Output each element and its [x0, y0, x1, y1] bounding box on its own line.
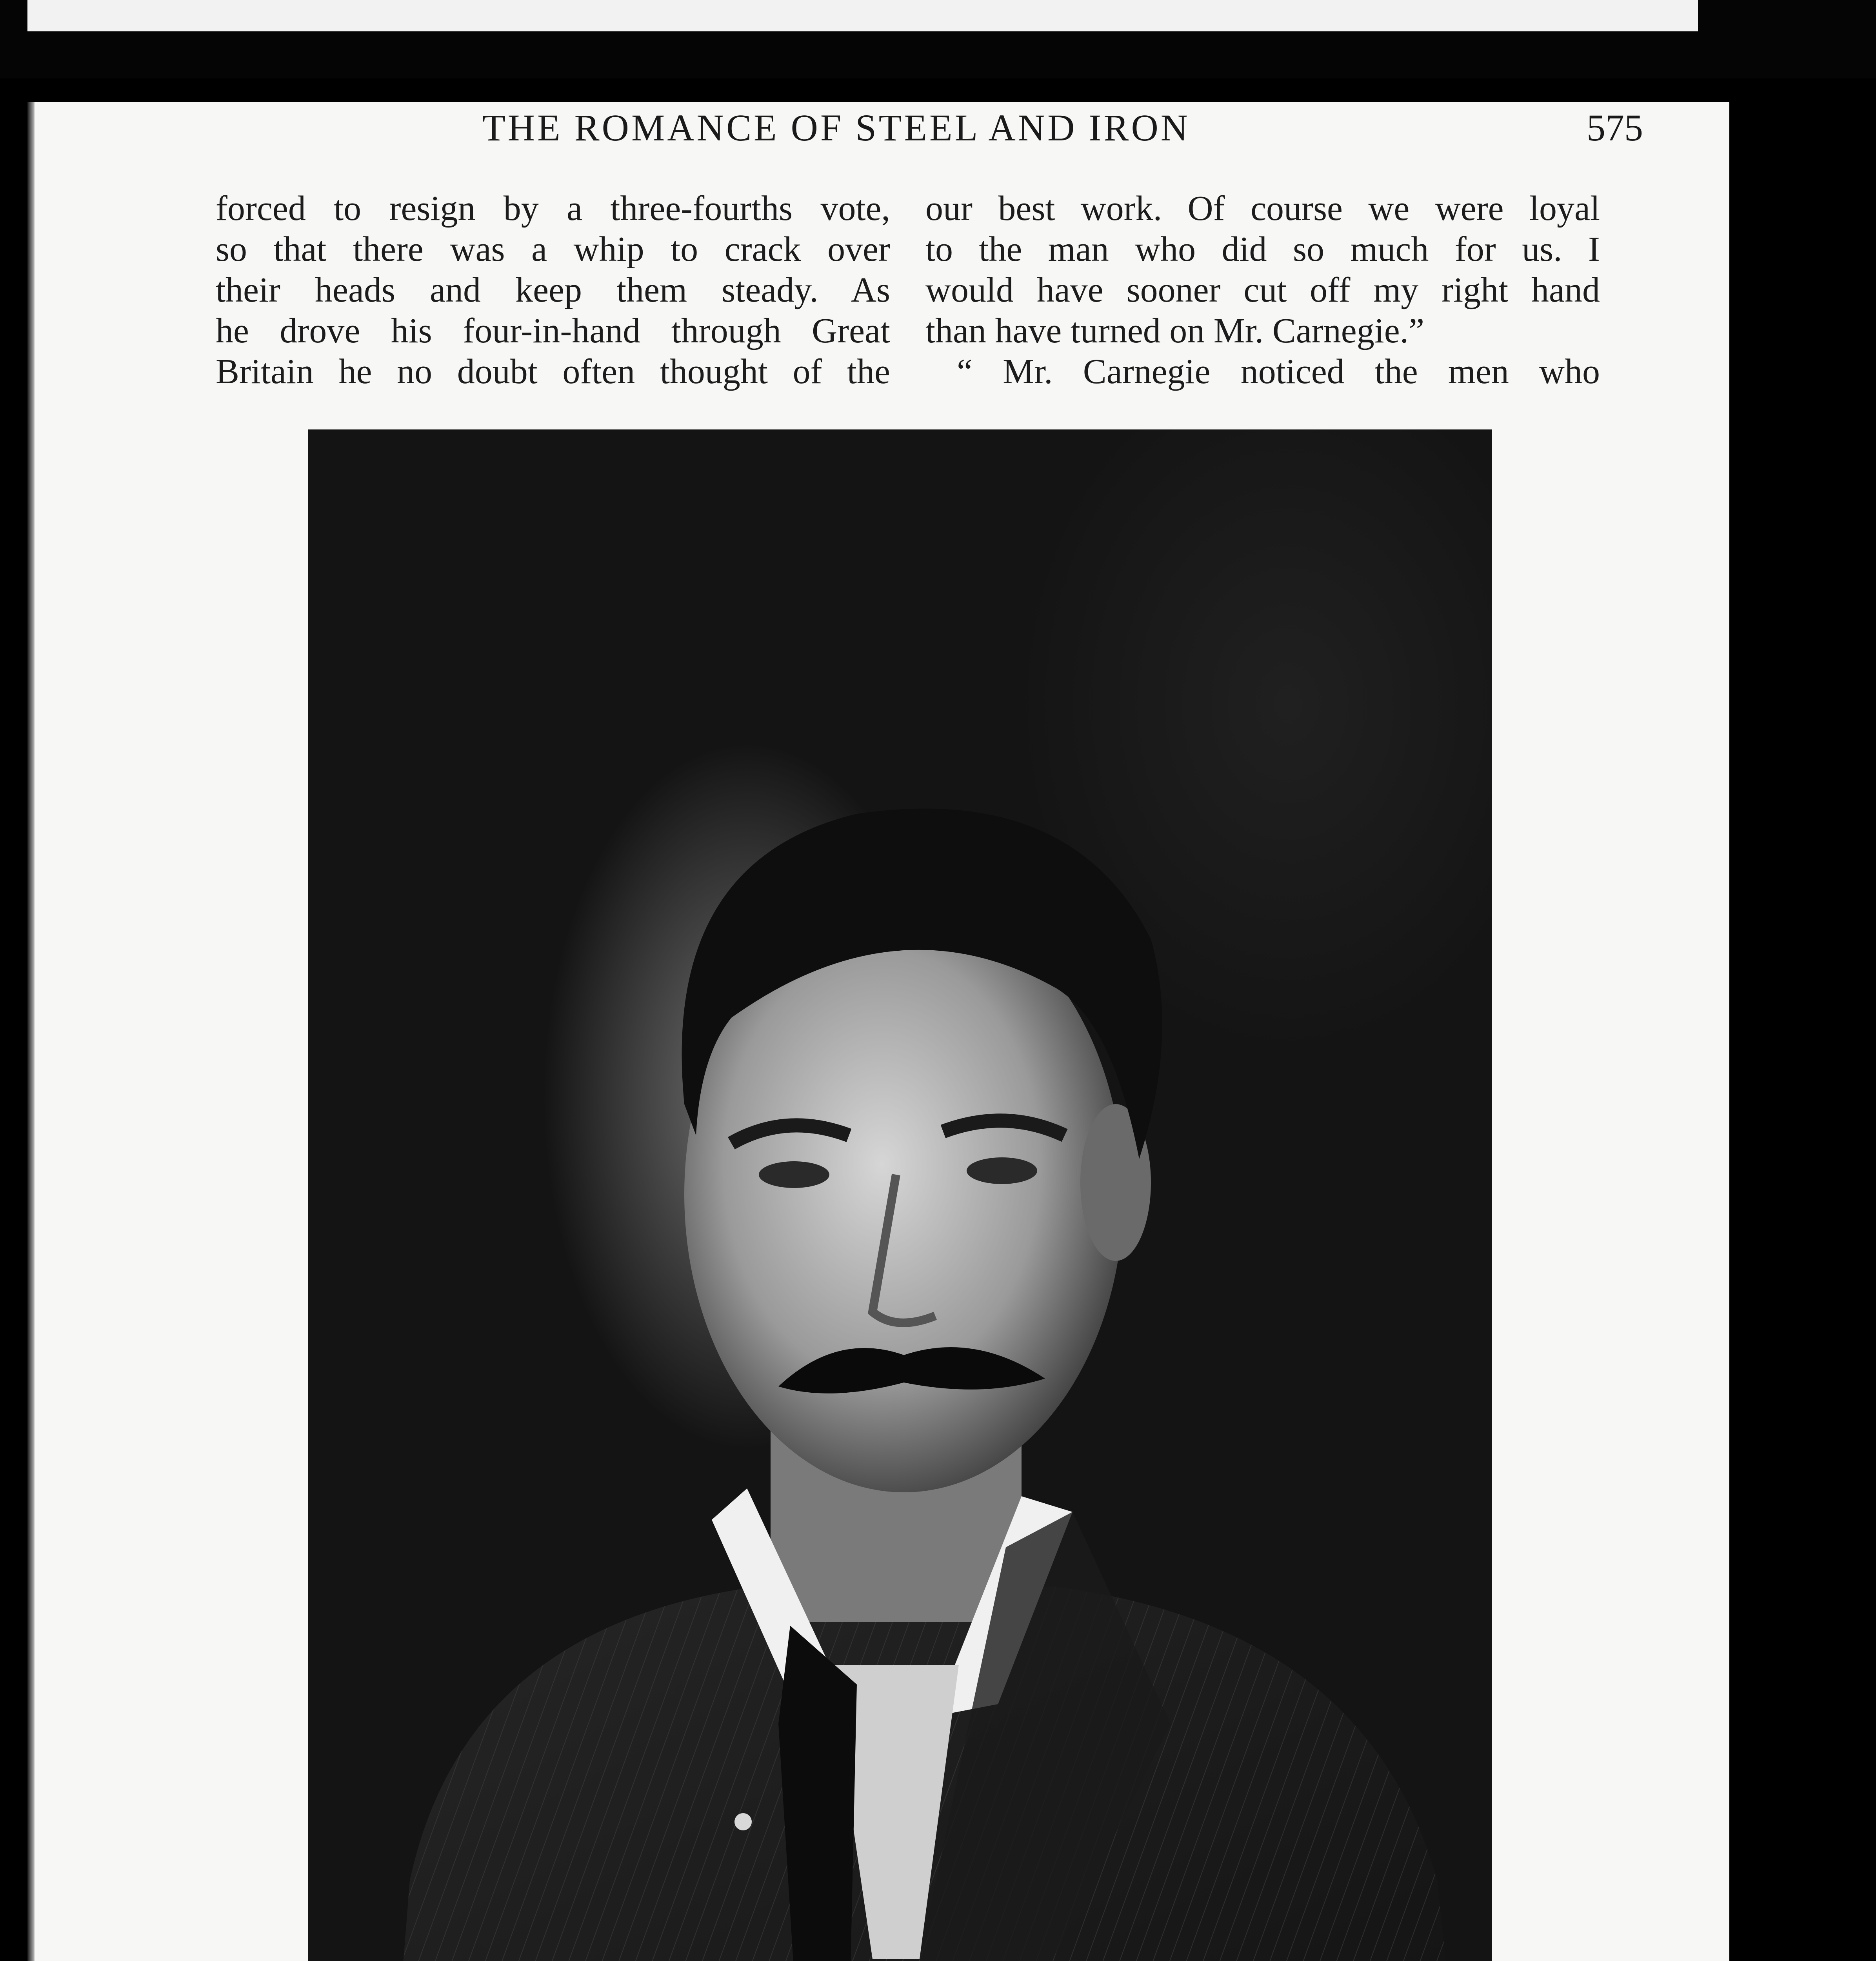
portrait-photograph — [308, 429, 1492, 1961]
text-line: their heads and keep them steady. As — [216, 271, 890, 309]
tie-shape — [778, 1626, 857, 1961]
running-head: THE ROMANCE OF STEEL AND IRON — [482, 107, 1191, 149]
text-line: he drove his four-in-hand through Great — [216, 311, 890, 350]
lapel-pin — [734, 1813, 752, 1830]
text-line: “ Mr. Carnegie noticed the men who — [957, 352, 1600, 391]
column-top-right — [925, 188, 1600, 392]
text-line: so that there was a whip to crack over — [216, 230, 890, 269]
portrait-figure — [308, 429, 1492, 1961]
eye-right — [967, 1157, 1037, 1184]
text-line: forced to resign by a three-fourths vote, — [216, 189, 890, 228]
text-line: to the man who did so much for us. I — [925, 230, 1600, 269]
text-line: our best work. Of course we were loyal — [925, 189, 1600, 228]
text-line: would have sooner cut off my right hand — [925, 271, 1600, 309]
text-line: Britain he no doubt often thought of the — [216, 352, 890, 391]
scan-right-border — [1729, 94, 1876, 1961]
eye-left — [759, 1161, 829, 1188]
column-top-left — [216, 188, 890, 392]
previous-page-edge — [27, 0, 1698, 31]
page-gutter-shadow — [27, 102, 35, 1961]
page-number: 575 — [1587, 107, 1643, 149]
text-line: than have turned on Mr. Carnegie.” — [925, 311, 1425, 350]
